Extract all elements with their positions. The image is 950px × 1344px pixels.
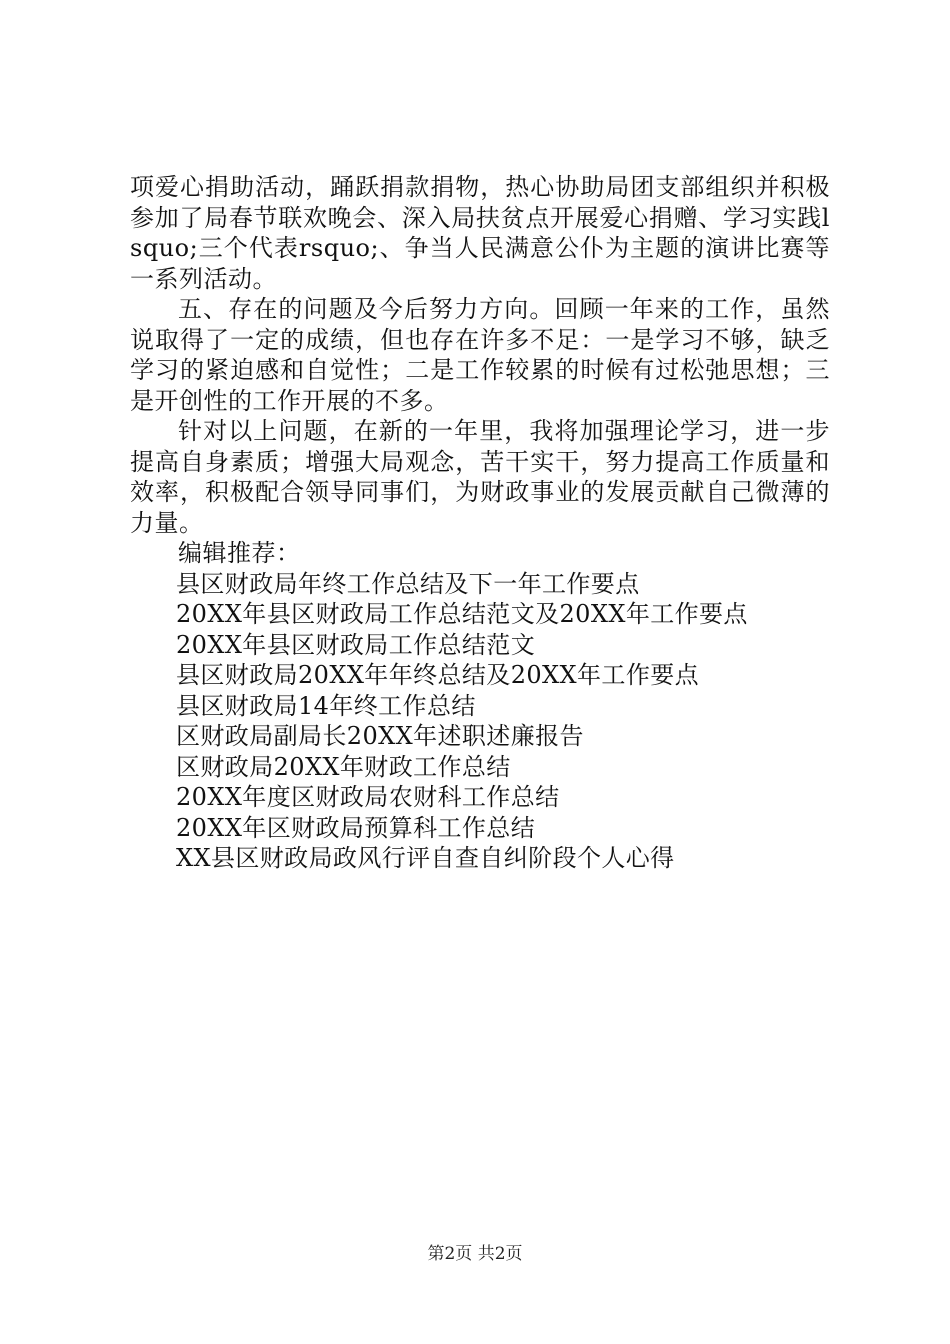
recommend-heading: 编辑推荐： bbox=[178, 539, 301, 567]
paragraph-plans: 针对以上问题，在新的一年里，我将加强理论学习，进一步提高自身素质；增强大局观念，苦干实干，努力提高工作质量和效率，积极配合领导同事们，为财政事业的发展贡献自己微薄的力量。 bbox=[130, 417, 830, 537]
recommended-link[interactable]: 20XX年县区财政局工作总结范文及20XX年工作要点 bbox=[176, 600, 748, 628]
paragraph-problems: 五、存在的问题及今后努力方向。回顾一年来的工作，虽然说取得了一定的成绩，但也存在许多不足：一是学习不够，缺乏学习的紧迫感和自觉性；二是工作较累的时候有过松弛思想；三是开创性的工作开展的不多。 bbox=[130, 295, 830, 415]
recommended-link[interactable]: XX县区财政局政风行评自查自纠阶段个人心得 bbox=[176, 844, 675, 872]
recommended-link[interactable]: 20XX年县区财政局工作总结范文 bbox=[176, 630, 536, 659]
document-body bbox=[130, 172, 830, 874]
recommended-link[interactable]: 20XX年区财政局预算科工作总结 bbox=[176, 813, 536, 842]
recommended-link[interactable]: 县区财政局14年终工作总结 bbox=[176, 691, 476, 720]
recommended-link[interactable]: 区财政局副局长20XX年述职述廉报告 bbox=[176, 722, 584, 750]
paragraph-continuation: 项爱心捐助活动，踊跃捐款捐物，热心协助局团支部组织并积极参加了局春节联欢晚会、深入局扶贫点开展爱心捐赠、学习实践lsquo;三个代表rsquo;、争当人民满意公仆为主题的演讲比赛等一系列活动。 bbox=[130, 173, 830, 293]
recommended-links-list bbox=[130, 569, 830, 874]
page-number-footer: 第2页 共2页 bbox=[427, 1244, 523, 1264]
recommended-link[interactable]: 20XX年度区财政局农财科工作总结 bbox=[176, 783, 560, 811]
recommended-link[interactable]: 区财政局20XX年财政工作总结 bbox=[176, 752, 511, 781]
recommended-link[interactable]: 县区财政局20XX年年终总结及20XX年工作要点 bbox=[176, 661, 700, 689]
recommended-link[interactable]: 县区财政局年终工作总结及下一年工作要点 bbox=[176, 569, 640, 598]
